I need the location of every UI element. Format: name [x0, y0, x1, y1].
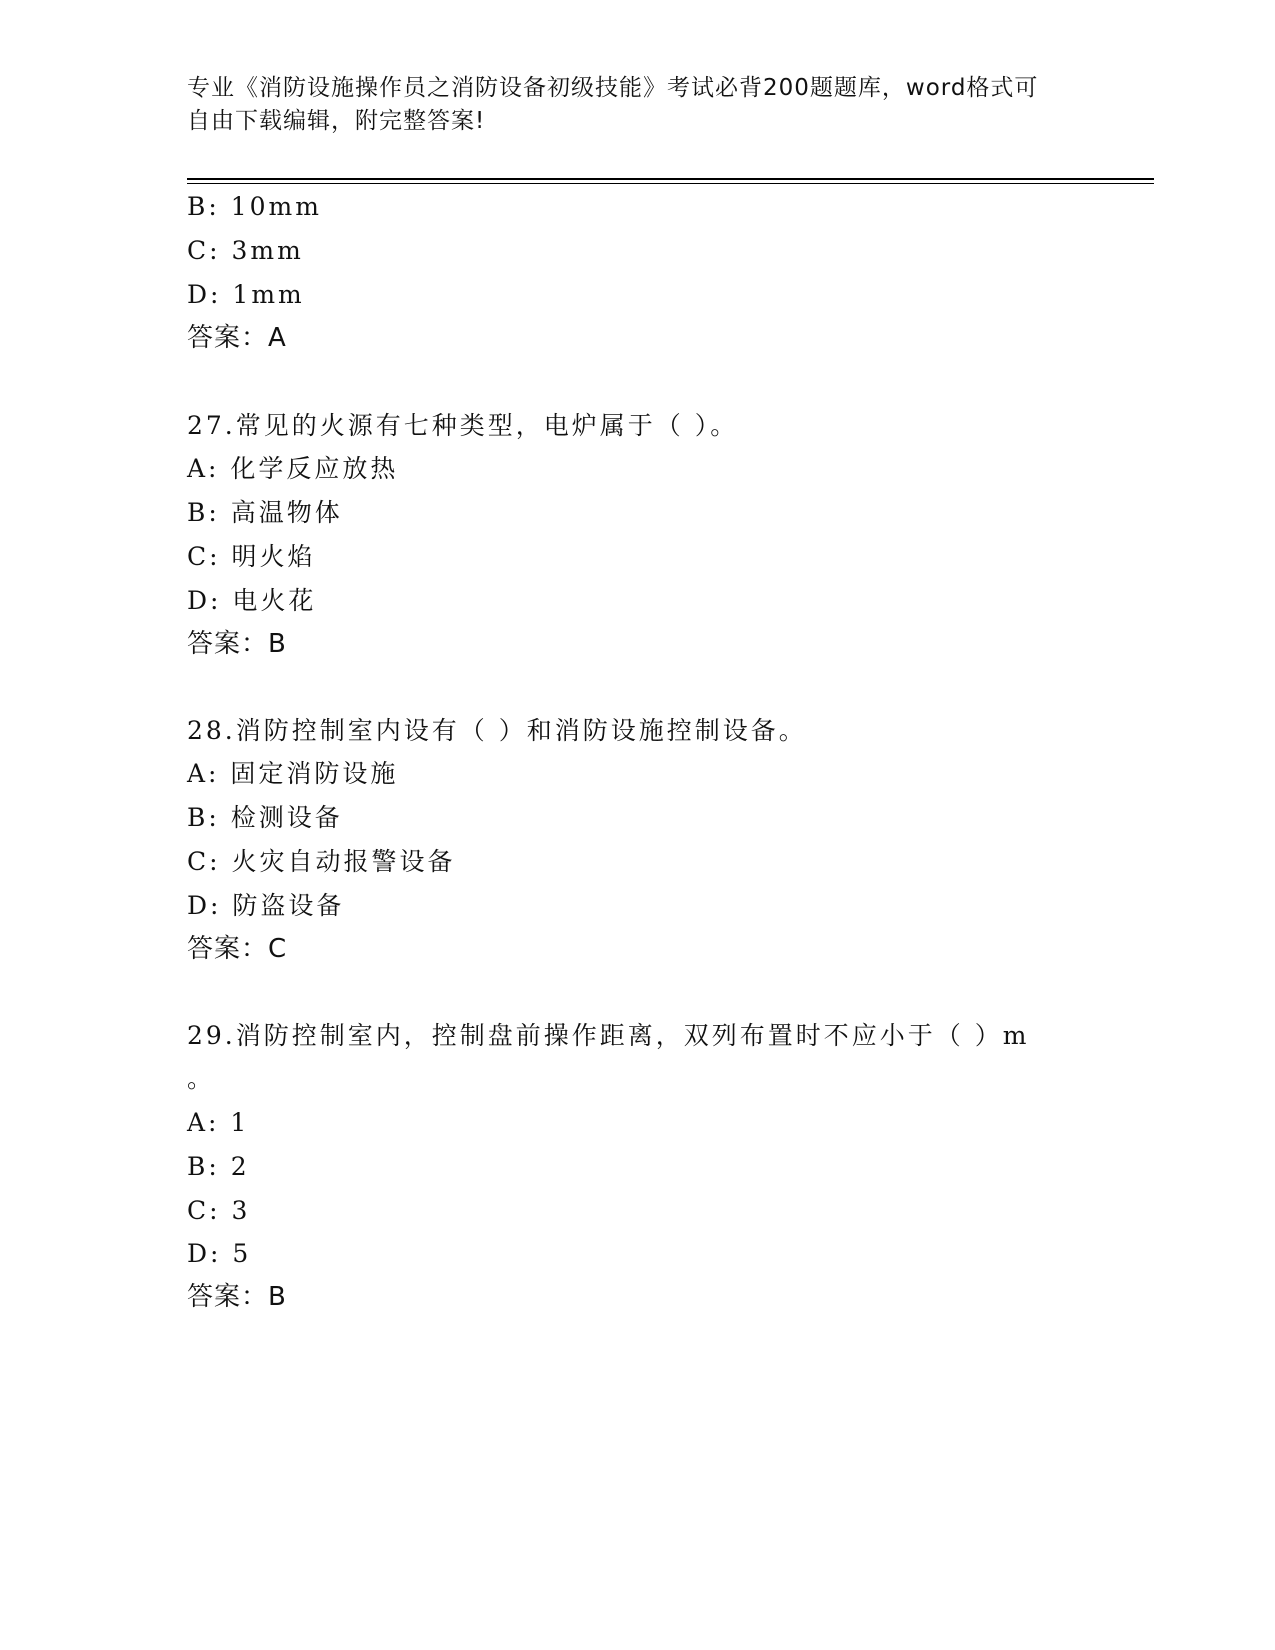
q29-question-line-2: 。 [187, 1064, 216, 1093]
q29-option-a: A: 1 [187, 1108, 250, 1137]
q29-question-line-1: 29.消防控制室内，控制盘前操作距离，双列布置时不应小于（ ）m [187, 1021, 1030, 1050]
q29-option-c: C: 3 [187, 1196, 251, 1225]
q27-question: 27.常见的火源有七种类型，电炉属于（ ）。 [187, 411, 739, 440]
q27-option-a: A: 化学反应放热 [187, 454, 399, 483]
header-line-2: 自由下载编辑，附完整答案! [187, 108, 486, 134]
document-header [187, 72, 1067, 138]
header-line-1: 专业《消防设施操作员之消防设备初级技能》考试必背200题题库，word格式可 [187, 75, 1039, 101]
q27-option-b: B: 高温物体 [187, 498, 343, 527]
q28-answer: 答案：C [187, 934, 288, 964]
q26-option-b: B: 10mm [187, 192, 322, 221]
q28-option-d: D: 防盗设备 [187, 891, 345, 920]
q26-answer: 答案：A [187, 323, 287, 353]
header-divider-thin [187, 183, 1154, 184]
q26-option-d: D: 1mm [187, 280, 305, 309]
q28-option-c: C: 火灾自动报警设备 [187, 847, 456, 876]
q27-option-d: D: 电火花 [187, 586, 317, 615]
q28-question: 28.消防控制室内设有（ ）和消防设施控制设备。 [187, 716, 807, 745]
q26-option-c: C: 3mm [187, 236, 304, 265]
q28-option-b: B: 检测设备 [187, 803, 343, 832]
q27-option-c: C: 明火焰 [187, 542, 316, 571]
q27-answer: 答案：B [187, 629, 287, 659]
q29-option-d: D: 5 [187, 1239, 252, 1268]
q29-option-b: B: 2 [187, 1152, 250, 1181]
q29-answer: 答案：B [187, 1282, 287, 1312]
header-divider-thick [187, 178, 1154, 180]
q28-option-a: A: 固定消防设施 [187, 759, 399, 788]
